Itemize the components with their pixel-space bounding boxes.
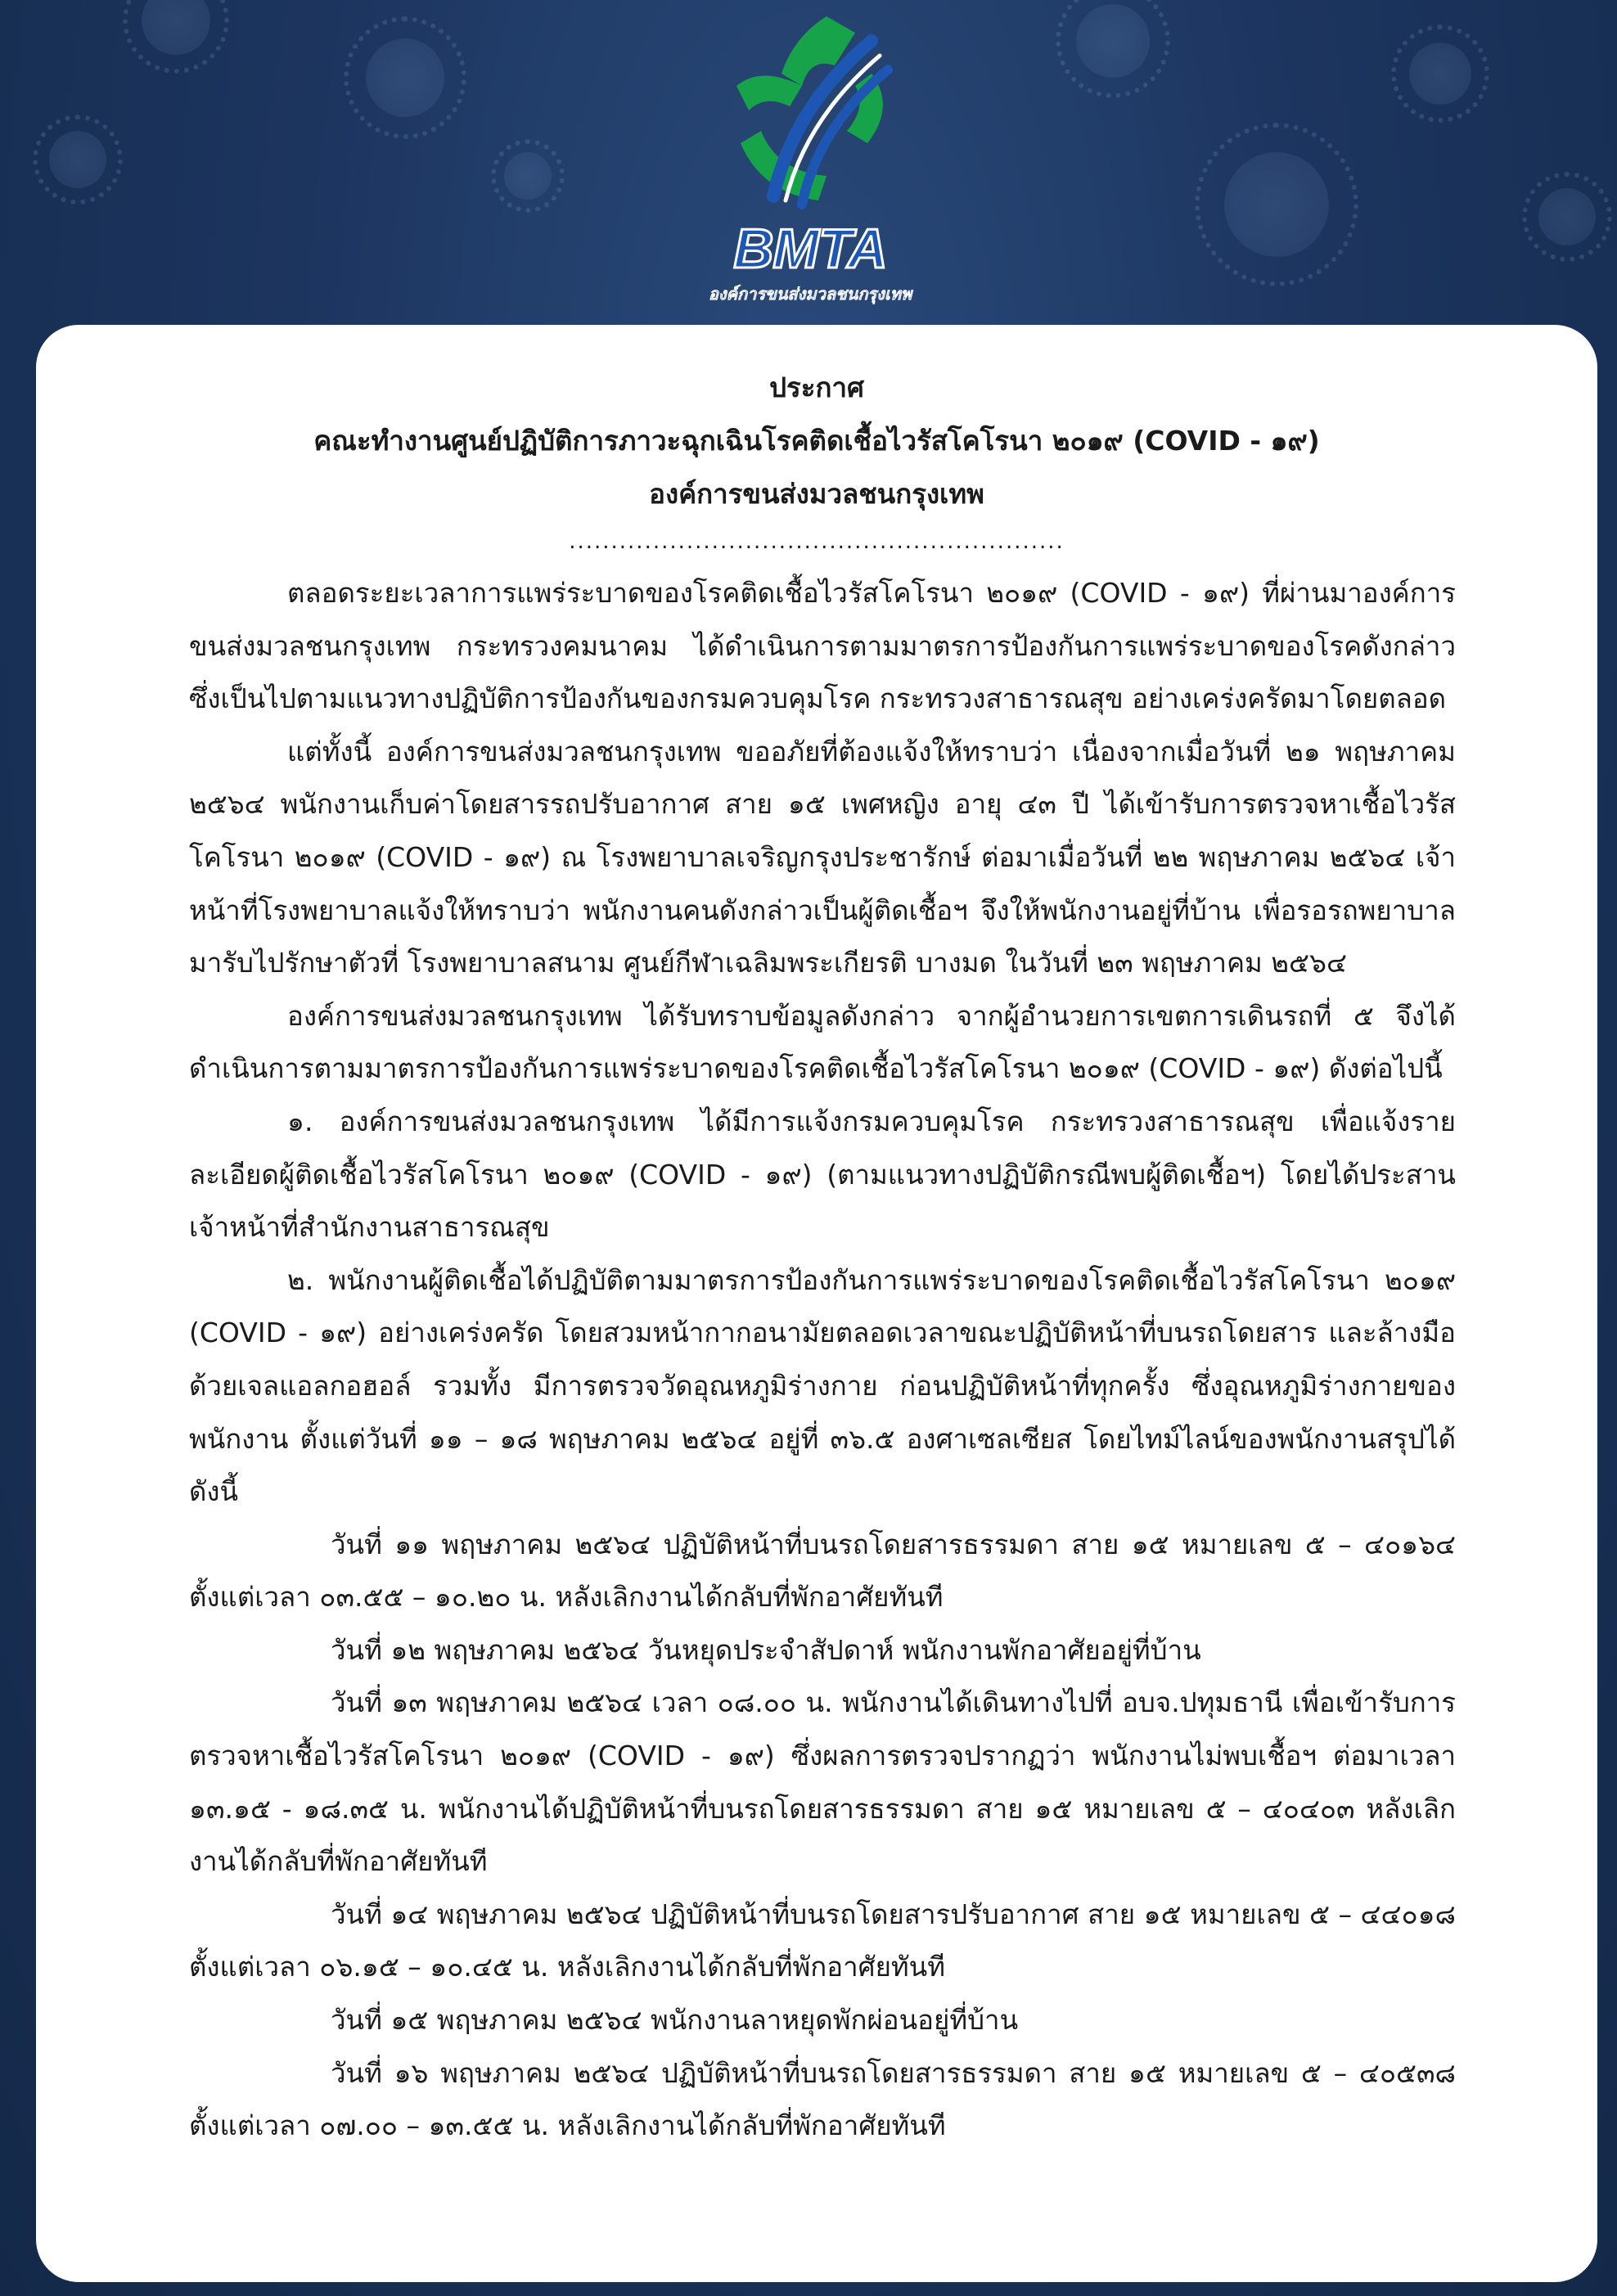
timeline-item: วันที่ ๑๓ พฤษภาคม ๒๕๖๔ เวลา ๐๘.๐๐ น. พนักงานได้เดินทางไปที่ อบจ.ปทุมธานี เพื่อเข้ารับการตรวจหาเชื้อไวรัสโคโรนา ๒๐๑๙ (COVID - ๑๙) ซึ่งผลการตรวจปรากฏว่า พนักงานไม่พบเชื้อฯ ต่อมาเวลา ๑๓.๑๕ - ๑๘.๓๕ น. พนักงานได้ปฏิบัติหน้าที่บนรถโดยสารธรรมดา สาย ๑๕ หมายเลข ๕ – ๔๐๔๐๓ หลังเลิกงานได้กลับที่พักอาศัยทันที	[189, 1686, 1456, 1878]
timeline-item: วันที่ ๑๑ พฤษภาคม ๒๕๖๔ ปฏิบัติหน้าที่บนรถโดยสารธรรมดา สาย ๑๕ หมายเลข ๕ – ๔๐๑๖๔ ตั้งแต่เวลา ๐๓.๕๕ – ๑๐.๒๐ น. หลังเลิกงานได้กลับที่พักอาศัยทันที	[189, 1528, 1456, 1614]
bmta-logo	[704, 8, 917, 303]
bmta-emblem-icon	[704, 8, 917, 221]
timeline-item: วันที่ ๑๒ พฤษภาคม ๒๕๖๔ วันหยุดประจำสัปดาห์ พนักงานพักอาศัยอยู่ที่บ้าน	[331, 1633, 1201, 1666]
virus-decoration	[491, 139, 565, 213]
paragraph: องค์การขนส่งมวลชนกรุงเทพ ได้รับทราบข้อมูลดังกล่าว จากผู้อำนวยการเขตการเดินรถที่ ๕ จึงได้ดำเนินการตามมาตรการป้องกันการแพร่ระบาดของโรคติดเชื้อไวรัสโคโรนา ๒๐๑๙ (COVID - ๑๙) ดังต่อไปนี้	[189, 999, 1456, 1085]
paragraph: ๒. พนักงานผู้ติดเชื้อได้ปฏิบัติตามมาตรการป้องกันการแพร่ระบาดของโรคติดเชื้อไวรัสโคโรนา ๒๐๑๙ (COVID - ๑๙) อย่างเคร่งครัด โดยสวมหน้ากากอนามัยตลอดเวลาขณะปฏิบัติหน้าที่บนรถโดยสาร และล้างมือด้วยเจลแอลกอฮอล์ รวมทั้ง มีการตรวจวัดอุณหภูมิร่างกาย ก่อนปฏิบัติหน้าที่ทุกครั้ง ซึ่งอุณหภูมิร่างกายของพนักงาน ตั้งแต่วันที่ ๑๑ – ๑๘ พฤษภาคม ๒๕๖๔ อยู่ที่ ๓๖.๕ องศาเซลเซียส โดยไทม์ไลน์ของพนักงานสรุปได้ ดังนี้	[189, 1263, 1456, 1508]
virus-decoration	[1195, 123, 1358, 286]
virus-decoration	[1056, 0, 1170, 98]
committee-title: คณะทำงานศูนย์ปฏิบัติการภาวะฉุกเฉินโรคติดเชื้อไวรัสโคโรนา ๒๐๑๙ (COVID - ๑๙)	[313, 425, 1320, 457]
virus-decoration	[123, 0, 229, 74]
logo-wordmark: BMTA	[733, 218, 887, 280]
header-divider: ...........................................................	[569, 529, 1065, 554]
paragraph: ตลอดระยะเวลาการแพร่ระบาดของโรคติดเชื้อไวรัสโคโรนา ๒๐๑๙ (COVID - ๑๙) ที่ผ่านมาองค์การขนส่งมวลชนกรุงเทพ กระทรวงคมนาคม ได้ดำเนินการตามมาตรการป้องกันการแพร่ระบาดของโรคดังกล่าว ซึ่งเป็นไปตามแนวทางปฏิบัติการป้องกันของกรมควบคุมโรค กระทรวงสาธารณสุข อย่างเคร่งครัดมาโดยตลอด	[189, 577, 1456, 715]
paragraph: ๑. องค์การขนส่งมวลชนกรุงเทพ ได้มีการแจ้งกรมควบคุมโรค กระทรวงสาธารณสุข เพื่อแจ้งรายละเอียดผู้ติดเชื้อไวรัสโคโรนา ๒๐๑๙ (COVID - ๑๙) (ตามแนวทางปฏิบัติกรณีพบผู้ติดเชื้อฯ) โดยได้ประสานเจ้าหน้าที่สำนักงานสาธารณสุข	[189, 1105, 1456, 1244]
paragraph: แต่ทั้งนี้ องค์การขนส่งมวลชนกรุงเทพ ขออภัยที่ต้องแจ้งให้ทราบว่า เนื่องจากเมื่อวันที่ ๒๑ พฤษภาคม ๒๕๖๔ พนักงานเก็บค่าโดยสารรถปรับอากาศ สาย ๑๕ เพศหญิง อายุ ๔๓ ปี ได้เข้ารับการตรวจหาเชื้อไวรัสโคโรนา ๒๐๑๙ (COVID - ๑๙) ณ โรงพยาบาลเจริญกรุงประชารักษ์ ต่อมาเมื่อวันที่ ๒๒ พฤษภาคม ๒๕๖๔ เจ้าหน้าที่โรงพยาบาลแจ้งให้ทราบว่า พนักงานคนดังกล่าวเป็นผู้ติดเชื้อฯ จึงให้พนักงานอยู่ที่บ้าน เพื่อรอรถพยาบาลมารับไปรักษาตัวที่ โรงพยาบาลสนาม ศูนย์กีฬาเฉลิมพระเกียรติ บางมด ในวันที่ ๒๓ พฤษภาคม ๒๕๖๔	[189, 735, 1456, 979]
timeline-item: วันที่ ๑๔ พฤษภาคม ๒๕๖๔ ปฏิบัติหน้าที่บนรถโดยสารปรับอากาศ สาย ๑๕ หมายเลข ๕ – ๔๔๐๑๘ ตั้งแต่เวลา ๐๖.๑๕ – ๑๐.๔๕ น. หลังเลิกงานได้กลับที่พักอาศัยทันที	[189, 1898, 1456, 1983]
virus-decoration	[1522, 172, 1612, 262]
timeline-item: วันที่ ๑๕ พฤษภาคม ๒๕๖๔ พนักงานลาหยุดพักผ่อนอยู่ที่บ้าน	[331, 2004, 1019, 2037]
virus-decoration	[344, 16, 466, 139]
timeline-item: วันที่ ๑๖ พฤษภาคม ๒๕๖๔ ปฏิบัติหน้าที่บนรถโดยสารธรรมดา สาย ๑๕ หมายเลข ๕ – ๔๐๕๓๘ ตั้งแต่เวลา ๐๗.๐๐ – ๑๓.๕๕ น. หลังเลิกงานได้กลับที่พักอาศัยทันที	[189, 2056, 1456, 2142]
announcement-title: ประกาศ	[769, 371, 864, 403]
announcement-card	[36, 325, 1597, 2282]
announcement-body	[189, 567, 1456, 2153]
virus-decoration	[33, 115, 123, 205]
virus-decoration	[1391, 25, 1489, 123]
logo-subtitle: องค์การขนส่งมวลชนกรุงเทพ	[708, 286, 912, 304]
organization-title: องค์การขนส่งมวลชนกรุงเทพ	[649, 478, 984, 510]
